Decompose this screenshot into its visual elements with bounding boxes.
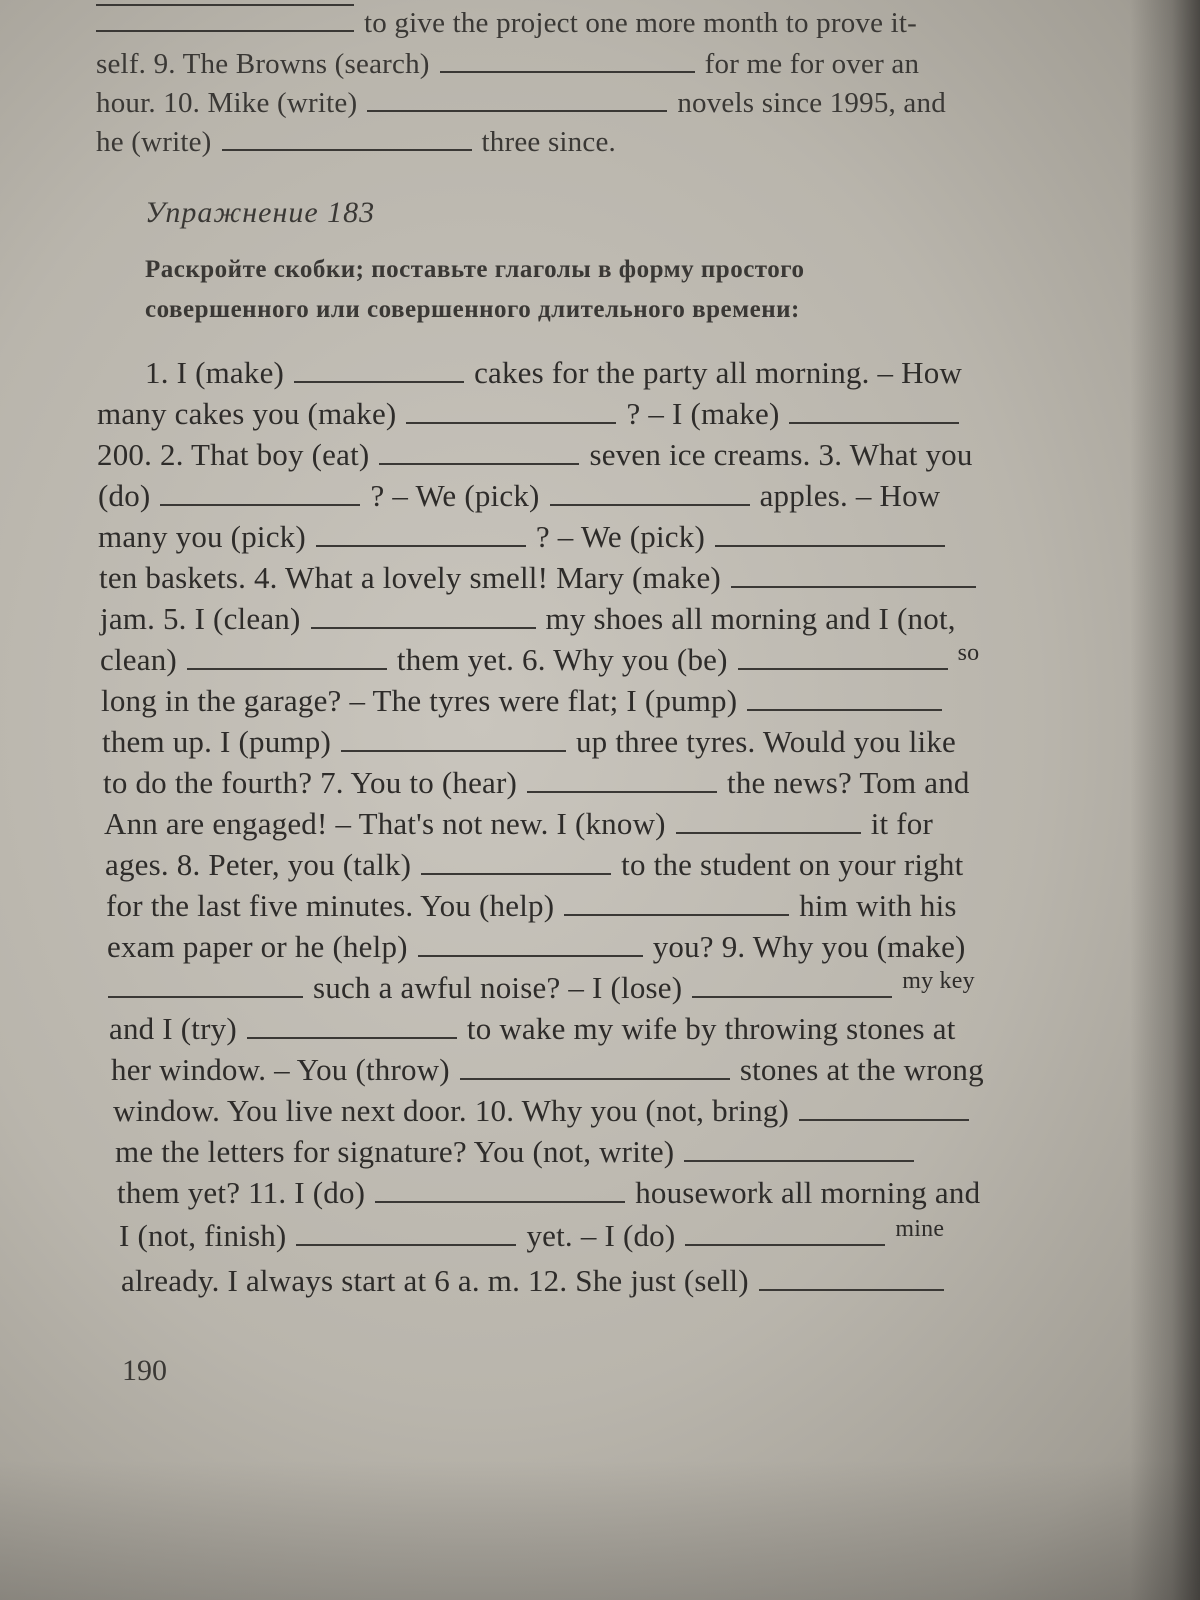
text-line [96,45,919,81]
text-line [121,1261,954,1299]
text-line [97,394,969,432]
answer-blank [527,763,717,793]
answer-blank [692,968,892,998]
text-line [96,123,616,159]
line-text: apples. – How [759,477,941,513]
line-text: self. 9. The Browns (search) [96,48,430,81]
line-text: jam. 5. I (clean) [100,600,301,636]
line-text: so [957,639,980,666]
answer-blank [731,558,976,588]
line-text: ? – We (pick) [370,477,540,513]
answer-blank [564,886,789,916]
text-line [101,681,952,719]
line-text: and I (try) [109,1010,237,1046]
answer-blank [406,394,616,424]
text-line [119,1216,944,1254]
line-text: up three tyres. Would you like [575,723,956,759]
line-text: her window. – You (throw) [111,1051,450,1087]
line-text: to do the fourth? 7. You to (hear) [103,764,518,800]
line-text: seven ice creams. 3. What you [589,436,973,472]
line-text: stones at the wrong [739,1051,984,1087]
text-line [102,722,956,760]
answer-blank [418,927,643,957]
answer-blank [738,640,948,670]
answer-blank [789,394,959,424]
page-bottom-shadow [0,1460,1200,1600]
answer-blank [341,722,566,752]
line-text: (do) [98,477,151,513]
answer-blank [294,353,464,383]
page-number: 190 [122,1354,167,1387]
answer-blank [222,123,472,151]
text-line [113,1091,979,1129]
line-text: for me for over an [704,48,920,81]
line-text: me the letters for signature? You (not, write) [115,1133,675,1169]
answer-blank [311,599,536,629]
text-line [96,4,917,40]
text-line [100,640,979,678]
answer-blank [684,1132,914,1162]
line-text: ten baskets. 4. What a lovely smell! Mary (make) [99,559,721,595]
answer-blank [715,517,945,547]
answer-blank [379,435,579,465]
text-line [103,763,970,801]
answer-blank [108,968,303,998]
line-text: exam paper or he (help) [107,928,408,964]
answer-blank [421,845,611,875]
text-line [105,845,963,883]
answer-blank [460,1050,730,1080]
line-text: novels since 1995, and [677,87,946,120]
line-text: three since. [481,126,616,159]
answer-blank [550,476,750,506]
answer-blank [296,1216,516,1246]
line-text: yet. – I (do) [526,1217,676,1253]
line-text: cakes for the party all morning. – How [474,354,963,390]
line-text: the news? Tom and [727,764,970,800]
text-line [99,558,986,596]
text-line [108,968,975,1006]
answer-blank [375,1173,625,1203]
line-text: many cakes you (make) [97,395,397,431]
text-line [97,435,973,473]
line-text: he (write) [96,126,212,159]
text-line [98,517,955,555]
text-line [117,1173,980,1211]
answer-blank [96,4,354,32]
line-text: them yet. 6. Why you (be) [396,641,728,677]
line-text: it for [870,805,934,841]
answer-blank [316,517,526,547]
line-text: window. You live next door. 10. Why you (not, bring) [113,1092,790,1128]
line-text: you? 9. Why you (make) [652,928,966,964]
text-line [145,353,962,391]
line-text: ? – I (make) [626,395,780,431]
text-line [106,886,957,924]
page-edge-shadow [1130,0,1200,1600]
answer-blank [440,45,695,73]
instruction-line: совершенного или совершенного длительного времени: [145,296,800,323]
text-line [115,1132,924,1170]
line-text: ? – We (pick) [535,518,705,554]
text-line [96,84,946,120]
line-text: them yet? 11. I (do) [117,1174,366,1210]
answer-blank [160,476,360,506]
line-text: hour. 10. Mike (write) [96,87,358,120]
line-text: him with his [799,887,957,923]
line-text: to give the project one more month to prove it- [364,7,918,40]
line-text: to wake my wife by throwing stones at [466,1010,956,1046]
line-text: housework all morning and [635,1174,981,1210]
line-text: long in the garage? – The tyres were flat; I (pump) [101,682,738,718]
answer-blank [685,1216,885,1246]
instruction-line: Раскройте скобки; поставьте глаголы в форму простого [145,256,805,283]
text-line [107,927,966,965]
line-text: such a awful noise? – I (lose) [313,969,683,1005]
line-text: ages. 8. Peter, you (talk) [105,846,412,882]
line-text: for the last five minutes. You (help) [106,887,555,923]
answer-blank [747,681,942,711]
answer-blank [247,1009,457,1039]
line-text: my key [902,967,975,994]
exercise-heading: Упражнение 183 [145,196,376,229]
line-text: mine [895,1215,945,1242]
text-line [98,476,940,514]
answer-blank [759,1261,944,1291]
text-line [111,1050,984,1088]
line-text: many you (pick) [98,518,306,554]
line-text: them up. I (pump) [102,723,331,759]
line-text: 200. 2. That boy (eat) [97,436,370,472]
answer-blank [799,1091,969,1121]
text-line [109,1009,956,1047]
line-text: my shoes all morning and I (not, [545,600,956,636]
text-line [104,804,933,842]
answer-blank [187,640,387,670]
line-text: 1. I (make) [145,354,285,390]
line-text: already. I always start at 6 a. m. 12. She just (sell) [121,1262,749,1298]
line-text: I (not, finish) [119,1217,287,1253]
line-text: to the student on your right [621,846,964,882]
text-line [100,599,956,637]
line-text: clean) [100,641,177,677]
answer-blank [676,804,861,834]
answer-blank [367,84,667,112]
line-text: Ann are engaged! – That's not new. I (know) [104,805,666,841]
